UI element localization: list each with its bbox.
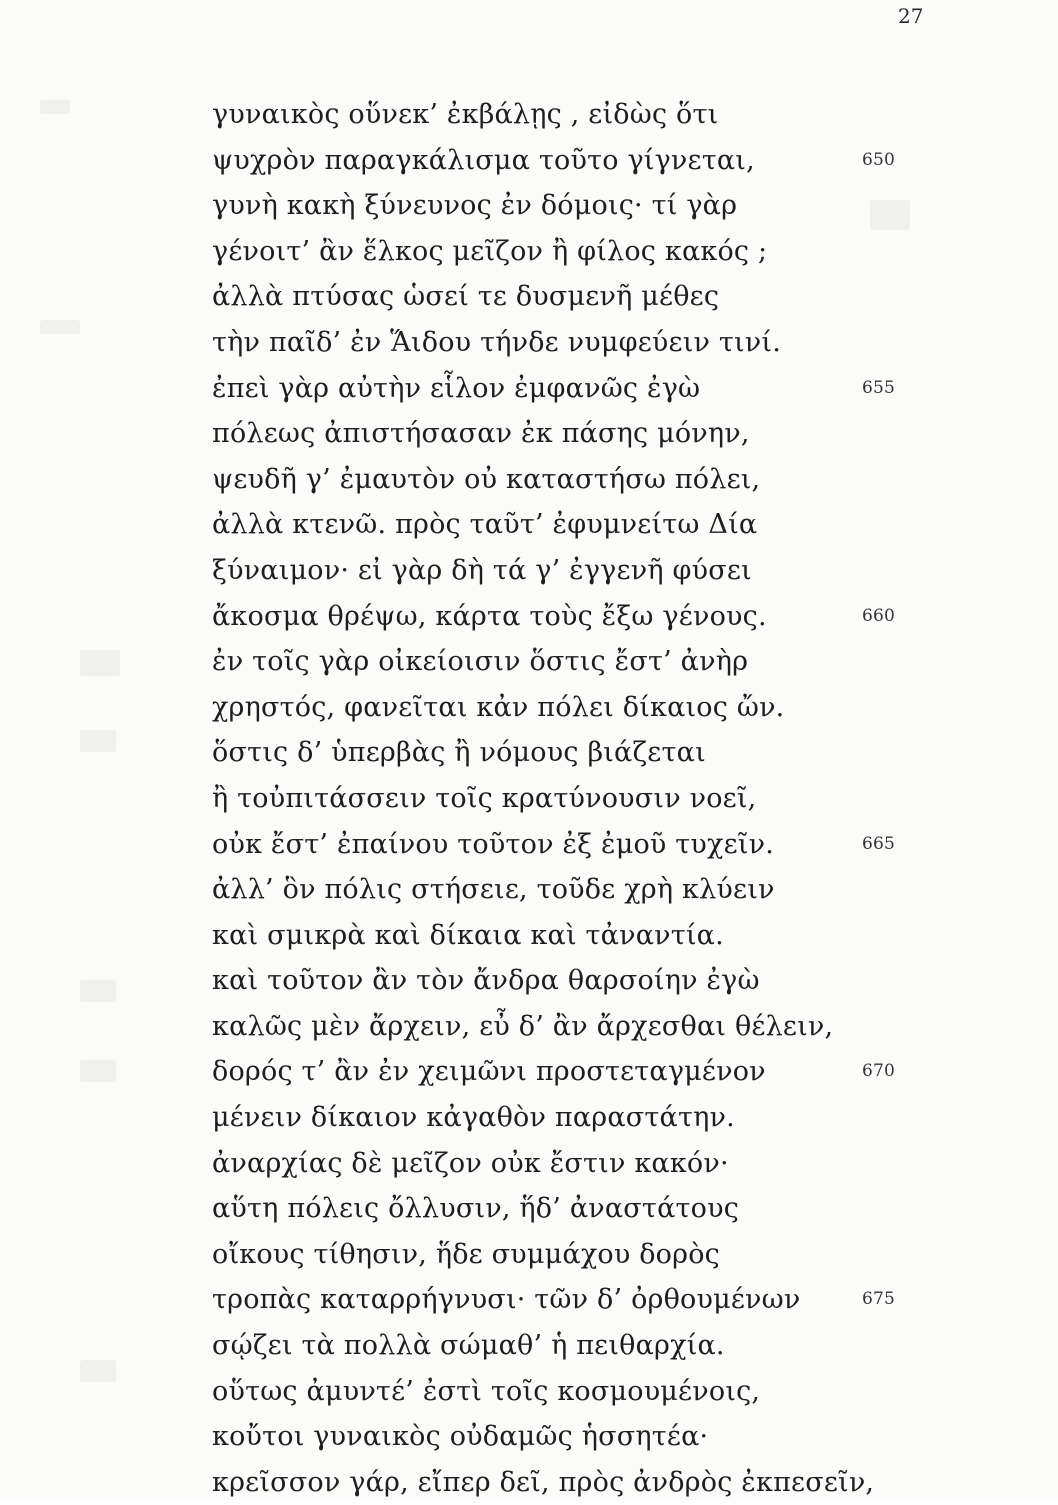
verse-text: ξύναιμον· εἰ γὰρ δὴ τά γ’ ἐγγενῆ φύσει — [212, 554, 752, 586]
verse-text: τὴν παῖδ’ ἐν Ἅιδου τήνδε νυμφεύειν τινί. — [212, 326, 781, 358]
verse-text: πόλεως ἀπιστήσασαν ἐκ πάσης μόνην, — [212, 418, 750, 450]
verse-line — [212, 457, 952, 503]
verse-text: ἀλλὰ πτύσας ὡσεί τε δυσμενῆ μέθες — [212, 281, 720, 313]
verse-line — [212, 320, 952, 366]
verse-text: ἢ τοὐπιτάσσειν τοῖς κρατύνουσιν νοεῖ, — [212, 782, 757, 814]
show-through-mark — [40, 100, 70, 114]
verse-text: ψευδῆ γ’ ἐμαυτὸν οὐ καταστήσω πόλει, — [212, 463, 761, 495]
verse-text: οὐκ ἔστ’ ἐπαίνου τοῦτον ἐξ ἐμοῦ τυχεῖν. — [212, 828, 774, 860]
verse-text: ἀλλ’ ὃν πόλις στήσειε, τοῦδε χρὴ κλύειν — [212, 874, 775, 906]
verse-line — [212, 1095, 952, 1141]
verse-line — [212, 1186, 952, 1232]
verse-line — [212, 1232, 952, 1278]
show-through-mark — [80, 1060, 116, 1082]
verse-line — [212, 138, 952, 184]
verse-line — [212, 502, 952, 548]
show-through-mark — [80, 650, 120, 676]
line-number: 660 — [862, 605, 896, 626]
verse-text: χρηστός, φανεῖται κἀν πόλει δίκαιος ὤν. — [212, 691, 785, 723]
verse-text: τροπὰς καταρρήγνυσι· τῶν δ’ ὀρθουμένων — [212, 1284, 801, 1316]
verse-text: ἐν τοῖς γὰρ οἰκείοισιν ὅστις ἔστ’ ἀνὴρ — [212, 646, 749, 678]
verse-block — [212, 92, 952, 1505]
verse-line — [212, 183, 952, 229]
show-through-mark — [80, 980, 116, 1002]
verse-text: σῴζει τὰ πολλὰ σώμαθ’ ἡ πειθαρχία. — [212, 1330, 725, 1362]
verse-line — [212, 822, 952, 868]
verse-text: ὅστις δ’ ὑπερβὰς ἢ νόμους βιάζεται — [212, 737, 706, 769]
verse-line — [212, 1460, 952, 1505]
verse-line — [212, 1049, 952, 1095]
verse-text: ἀλλὰ κτενῶ. πρὸς ταῦτ’ ἐφυμνείτω Δία — [212, 509, 758, 541]
verse-line — [212, 411, 952, 457]
verse-line — [212, 1369, 952, 1415]
verse-line — [212, 366, 952, 412]
verse-text: καλῶς μὲν ἄρχειν, εὖ δ’ ἂν ἄρχεσθαι θέλειν, — [212, 1010, 834, 1042]
verse-text: γυναικὸς οὕνεκ’ ἐκβάλῃς , εἰδὼς ὅτι — [212, 99, 719, 130]
page-number: 27 — [898, 4, 924, 28]
verse-text: μένειν δίκαιον κἀγαθὸν παραστάτην. — [212, 1102, 735, 1134]
verse-text: καὶ τοῦτον ἂν τὸν ἄνδρα θαρσοίην ἐγὼ — [212, 965, 760, 997]
verse-text: κοὔτοι γυναικὸς οὐδαμῶς ἡσσητέα· — [212, 1421, 709, 1453]
verse-text: γένοιτ’ ἂν ἕλκος μεῖζον ἢ φίλος κακός ; — [212, 235, 768, 267]
verse-text: οἴκους τίθησιν, ἥδε συμμάχου δορὸς — [212, 1238, 720, 1270]
verse-text: κρεῖσσον γάρ, εἴπερ δεῖ, πρὸς ἀνδρὸς ἐκπεσεῖν, — [212, 1466, 875, 1498]
verse-text: οὕτως ἀμυντέ’ ἐστὶ τοῖς κοσμουμένοις, — [212, 1375, 761, 1407]
show-through-mark — [40, 320, 80, 334]
verse-text: γυνὴ κακὴ ξύνευνος ἐν δόμοις· τί γὰρ — [212, 190, 738, 222]
verse-line — [212, 1414, 952, 1460]
verse-text: ἀναρχίας δὲ μεῖζον οὐκ ἔστιν κακόν· — [212, 1147, 729, 1179]
line-number: 665 — [862, 833, 896, 854]
verse-line — [212, 92, 952, 138]
verse-line — [212, 730, 952, 776]
verse-line — [212, 229, 952, 275]
verse-line — [212, 685, 952, 731]
verse-text: αὕτη πόλεις ὄλλυσιν, ἥδ’ ἀναστάτους — [212, 1193, 740, 1225]
verse-line — [212, 1277, 952, 1323]
verse-line — [212, 913, 952, 959]
verse-text: ψυχρὸν παραγκάλισμα τοῦτο γίγνεται, — [212, 144, 755, 176]
line-number: 670 — [862, 1061, 896, 1082]
verse-line — [212, 958, 952, 1004]
line-number: 675 — [862, 1289, 896, 1310]
verse-line — [212, 639, 952, 685]
verse-text: ἄκοσμα θρέψω, κάρτα τοὺς ἔξω γένους. — [212, 600, 767, 632]
verse-line — [212, 1004, 952, 1050]
verse-line — [212, 274, 952, 320]
show-through-mark — [80, 730, 116, 752]
line-number: 655 — [862, 377, 896, 398]
verse-text: ἐπεὶ γὰρ αὐτὴν εἷλον ἐμφανῶς ἐγὼ — [212, 372, 701, 404]
verse-line — [212, 594, 952, 640]
verse-text: δορός τ’ ἂν ἐν χειμῶνι προστεταγμένον — [212, 1056, 766, 1088]
verse-line — [212, 1323, 952, 1369]
verse-line — [212, 776, 952, 822]
line-number: 650 — [862, 149, 896, 170]
verse-line — [212, 867, 952, 913]
verse-line — [212, 1141, 952, 1187]
verse-text: καὶ σμικρὰ καὶ δίκαια καὶ τἀναντία. — [212, 919, 724, 951]
show-through-mark — [80, 1360, 116, 1382]
verse-line — [212, 548, 952, 594]
